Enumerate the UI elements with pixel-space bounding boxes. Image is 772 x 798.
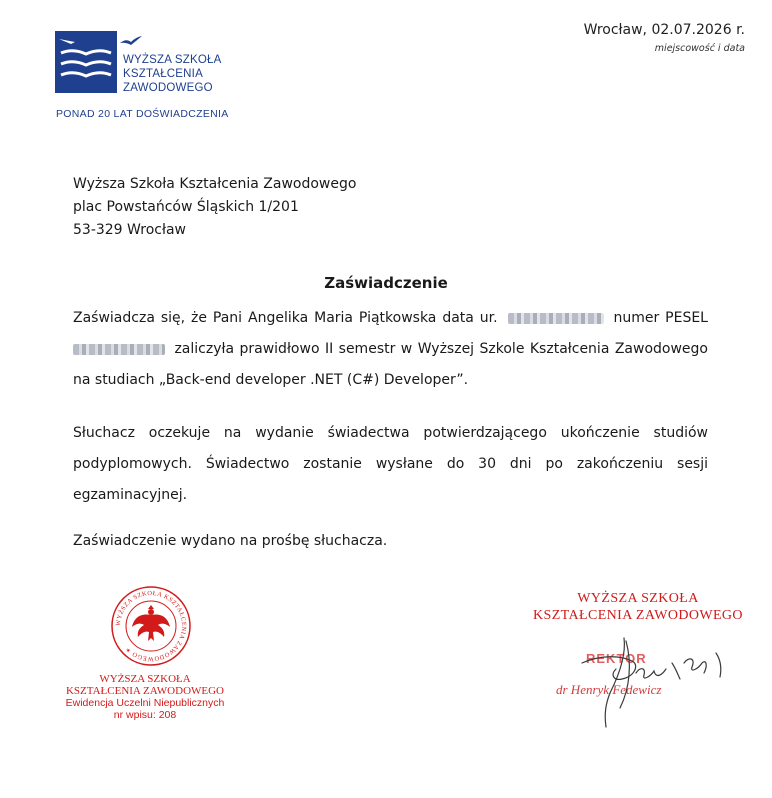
bird-icon: [119, 34, 143, 48]
stamp-line: Ewidencja Uczelni Niepublicznych: [65, 697, 225, 709]
addressee-line: 53-329 Wrocław: [73, 222, 186, 238]
logo-name-line: ZAWODOWEGO: [123, 82, 213, 94]
logo-tagline: PONAD 20 LAT DOŚWIADCZENIA: [56, 108, 229, 120]
school-logo: [55, 31, 245, 121]
date-caption: miejscowość i data: [654, 43, 745, 54]
logo-school-name: [123, 53, 221, 95]
addressee: [73, 173, 356, 242]
addressee-line: plac Powstańców Śląskich 1/201: [73, 199, 299, 215]
logo-name-line: KSZTAŁCENIA: [123, 68, 203, 80]
institution-stamp-text: [40, 673, 250, 721]
svg-text:WYŻSZA SZKOŁA KSZTAŁCENIA ZAWO: WYŻSZA SZKOŁA KSZTAŁCENIA ZAWODOWEGO ✶: [114, 589, 188, 663]
place-and-date: Wrocław, 02.07.2026 r.: [583, 22, 745, 38]
rector-title: REKTOR: [586, 651, 647, 666]
redacted-pesel: [73, 344, 165, 355]
open-book-logo-icon: [55, 31, 117, 93]
paragraph-certification: [73, 303, 708, 396]
redacted-birth-date: [508, 313, 604, 324]
date-block: [584, 22, 745, 54]
logo-name-line: WYŻSZA SZKOŁA: [123, 54, 222, 66]
addressee-line: Wyższa Szkoła Kształcenia Zawodowego: [73, 176, 357, 192]
rector-stamp: [520, 590, 756, 697]
paragraph-text: numer PESEL: [613, 310, 708, 326]
stamp-line: nr wpisu: 208: [113, 709, 177, 721]
rector-name: dr Henryk Fedewicz: [556, 682, 662, 697]
paragraph-text: Zaświadcza się, że Pani Angelika Maria Piątkowska data ur.: [73, 310, 498, 326]
paragraph-text: zaliczyła prawidłowo II semestr w Wyższej Szkole Kształcenia Zawodowego na studiach „Back-end developer .NET (C#) Developer”.: [73, 341, 708, 388]
rector-stamp-line: KSZTAŁCENIA ZAWODOWEGO: [533, 608, 743, 623]
document-title: Zaświadczenie: [324, 274, 448, 292]
stamp-line: WYŻSZA SZKOŁA: [99, 673, 191, 685]
handwritten-signature-icon: [580, 633, 730, 733]
stamp-line: KSZTAŁCENIA ZAWODOWEGO: [65, 685, 225, 697]
paragraph-diploma: Słuchacz oczekuje na wydanie świadectwa potwierdzającego ukończenie studiów podyplomowych. Świadectwo zostanie wysłane do 30 dni po zakończeniu sesji egzaminacyjnej.: [73, 425, 708, 503]
rector-stamp-line: WYŻSZA SZKOŁA: [577, 591, 699, 606]
paragraph-issued-on-request: Zaświadczenie wydano na prośbę słuchacza.: [73, 533, 388, 549]
round-seal-eagle-icon: [110, 585, 192, 667]
